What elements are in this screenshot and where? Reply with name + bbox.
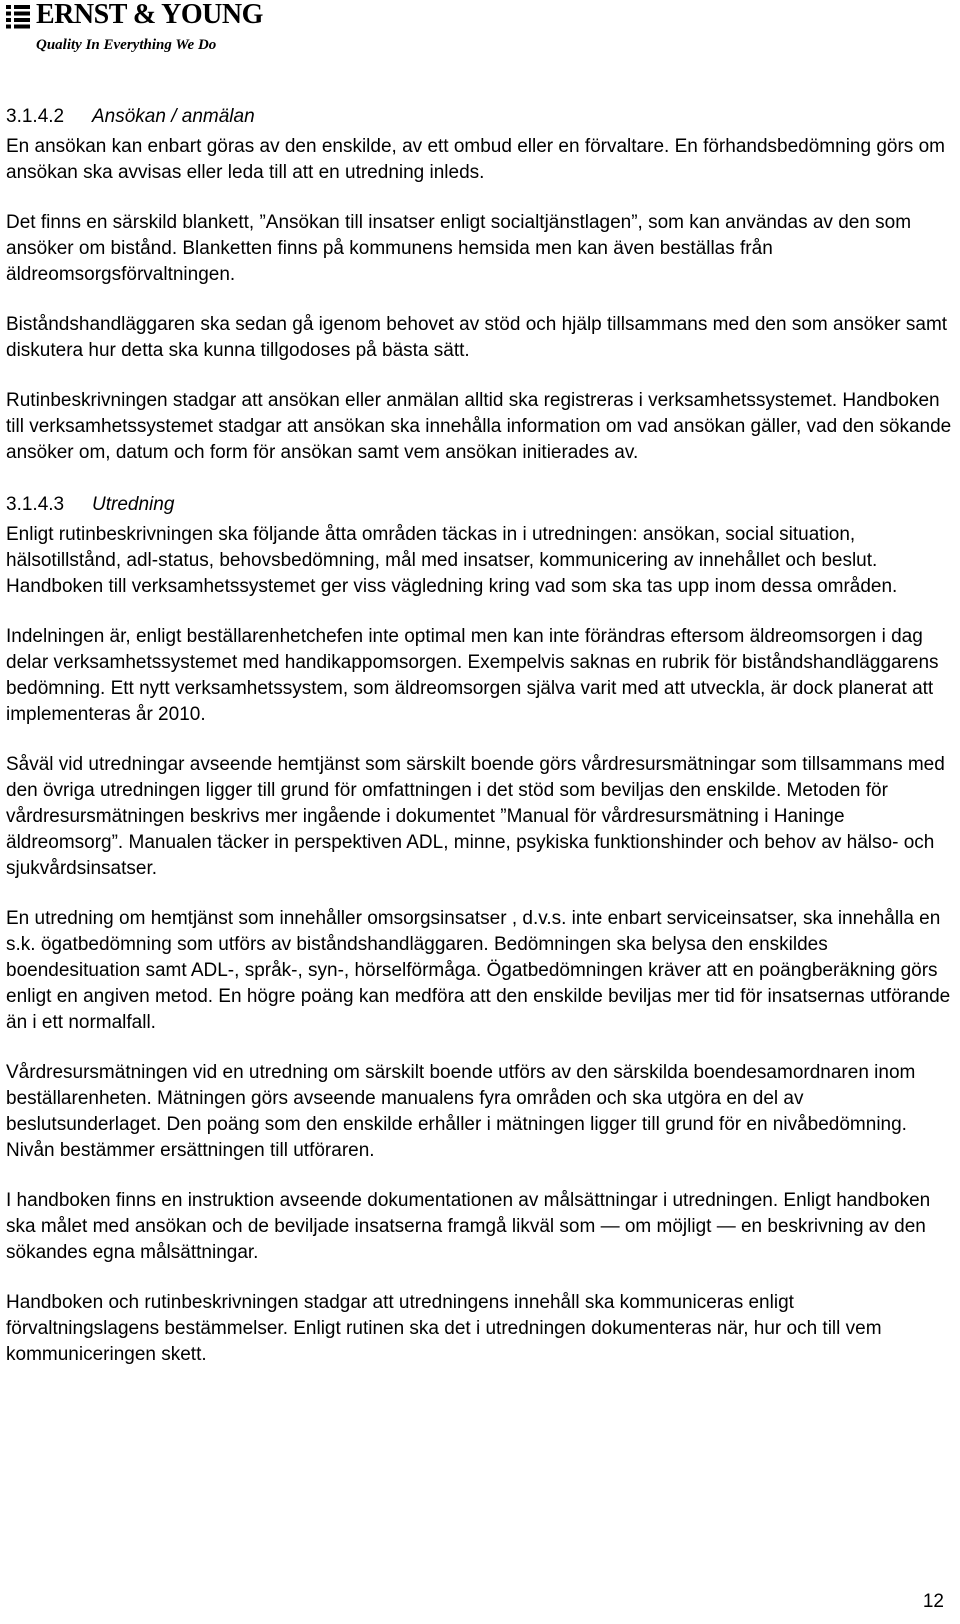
page-number: 12 [922,1591,944,1612]
paragraph: Enligt rutinbeskrivningen ska följande åtta områden täckas in i utredningen: ansökan, social situation, hälsotillstånd, adl-status, behovsbedömning, mål med insatser, kommunicering av innehållet och beslut. Handboken till verksamhetssystemet ger viss vägledning kring vad som ska tas upp inom dessa områden. [6,524,898,597]
paragraph: Indelningen är, enligt beställarenhetchefen inte optimal men kan inte förändras eftersom äldreomsorgen i dag delar verksamhetssystemet med handikappomsorgen. Exempelvis saknas en rubrik för biståndshandläggarens bedömning. Ett nytt verksamhetssystem, som äldreomsorgen själva varit med att utveckla, är dock planerat att implementeras år 2010. [6,626,939,725]
paragraph: En utredning om hemtjänst som innehåller omsorgsinsatser , d.v.s. inte enbart serviceinsatser, ska innehålla en s.k. ögatbedömning som utförs av biståndshandläggaren. Bedömningen ska belysa den enskildes boendesituation samt ADL-, språk-, syn-, hörselförmåga. Ögatbedömningen kräver att en poängberäkning görs enligt en angiven metod. En högre poäng kan medföra att den enskilde beviljas mer tid för insatsernas utförande än i ett normalfall. [6,908,951,1033]
paragraph: En ansökan kan enbart göras av den enskilde, av ett ombud eller en förvaltare. En förhandsbedömning görs om ansökan ska avvisas eller leda till att en utredning inleds. [6,136,945,183]
section-number: 3.1.4.3 [6,494,65,515]
paragraph: Det finns en särskild blankett, ”Ansökan till insatser enligt socialtjänstlagen”, som kan användas av den som ansöker om bistånd. Blanketten finns på kommunens hemsida men kan även beställas från äldreomsorgsförvaltningen. [6,212,912,285]
ernst-young-mark-icon [6,5,32,29]
paragraph: Vårdresursmätningen vid en utredning om särskilt boende utförs av den särskilda boendesamordnaren inom beställarenheten. Mätningen görs avseende manualens fyra områden och ska utgöra en del av beslutsunderlaget. Den poäng som den enskilde erhåller i mätningen ligger till grund för en nivåbedömning. Nivån bestämmer ersättningen till utföraren. [6,1062,916,1161]
logo-tagline: Quality In Everything We Do [36,37,217,53]
section-heading-ansokan [6,104,952,130]
ernst-young-logo [6,2,306,56]
paragraph: I handboken finns en instruktion avseende dokumentationen av målsättningar i utredningen. Enligt handboken ska målet med ansökan och de beviljade insatserna framgå likväl som — om möjligt — en beskrivning av den sökandes egna målsättningar. [6,1190,931,1263]
paragraph: Rutinbeskrivningen stadgar att ansökan eller anmälan alltid ska registreras i verksamhetssystemet. Handboken till verksamhetssystemet stadgar att ansökan ska innehålla information om vad ansökan gäller, vad den sökande ansöker om, datum och form för ansökan samt vem ansökan initierades av. [6,390,952,463]
logo-name: ERNST & YOUNG [36,0,263,30]
paragraph: Biståndshandläggaren ska sedan gå igenom behovet av stöd och hjälp tillsammans med den som ansöker samt diskutera hur detta ska kunna tillgodoses på bästa sätt. [6,314,948,361]
section-heading-utredning [6,492,952,518]
paragraph: Handboken och rutinbeskrivningen stadgar att utredningens innehåll ska kommuniceras enligt förvaltningslagens bestämmelser. Enligt rutinen ska det i utredningen dokumenteras när, hur och till vem kommuniceringen skett. [6,1292,882,1365]
section-title: Utredning [92,494,175,515]
document-body [6,104,952,1392]
paragraph: Såväl vid utredningar avseende hemtjänst som särskilt boende görs vårdresursmätningar som tillsammans med den övriga utredningen ligger till grund för omfattningen i det stöd som beviljas den enskilde. Metoden för vårdresursmätningen beskrivs mer ingående i dokumentet ”Manual för vårdresursmätning i Haninge äldreomsorg”. Manualen täcker in perspektiven ADL, minne, psykiska funktionshinder och behov av hälso- och sjukvårdsinsatser. [6,754,945,879]
section-title: Ansökan / anmälan [92,106,255,127]
section-number: 3.1.4.2 [6,106,65,127]
